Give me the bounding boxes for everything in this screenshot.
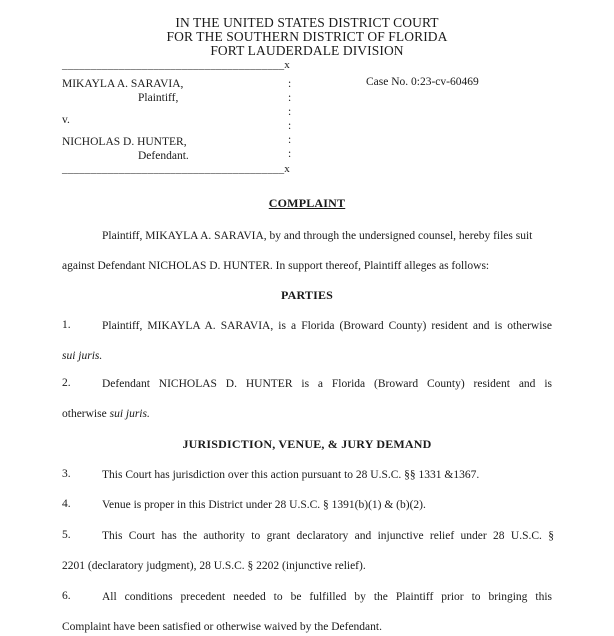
caption-colon: :	[288, 106, 292, 118]
latin-term: sui juris.	[109, 408, 150, 420]
document-title: COMPLAINT	[268, 196, 346, 210]
court-name-line-1: IN THE UNITED STATES DISTRICT COURT	[175, 15, 439, 30]
versus: v.	[62, 114, 70, 126]
paragraph-1-line-2	[62, 349, 102, 363]
paragraph-number: 5.	[62, 529, 71, 541]
plaintiff-name: MIKAYLA A. SARAVIA,	[62, 78, 184, 90]
paragraph-2-line-1: Defendant NICHOLAS D. HUNTER is a Florida (Broward County) resident and is	[102, 378, 552, 390]
section-heading-parties: PARTIES	[280, 288, 334, 302]
caption-border-top: _______________________________________x	[62, 59, 290, 71]
paragraph-number: 6.	[62, 590, 71, 602]
paragraph-number: 2.	[62, 377, 71, 389]
paragraph-5-line-1: This Court has the authority to grant declaratory and injunctive relief under 28 U.S.C. §	[102, 530, 554, 542]
paragraph-1-line-1: Plaintiff, MIKAYLA A. SARAVIA, is a Florida (Broward County) resident and is otherwise	[102, 320, 552, 332]
case-number: Case No. 0:23-cv-60469	[366, 76, 479, 88]
intro-line-1: Plaintiff, MIKAYLA A. SARAVIA, by and through the undersigned counsel, hereby files suit	[102, 230, 533, 242]
defendant-name: NICHOLAS D. HUNTER,	[62, 136, 187, 148]
paragraph-number: 3.	[62, 468, 71, 480]
caption-colon: :	[288, 78, 292, 90]
section-heading-jurisdiction: JURISDICTION, VENUE, & JURY DEMAND	[182, 437, 432, 451]
plaintiff-role: Plaintiff,	[138, 92, 179, 104]
caption-colon: :	[288, 92, 292, 104]
caption-colon: :	[288, 134, 292, 146]
caption-colon: :	[288, 120, 292, 132]
caption-border-bottom: _______________________________________x	[62, 163, 290, 175]
defendant-role: Defendant.	[138, 150, 189, 162]
latin-term: sui juris.	[62, 350, 103, 362]
paragraph-5-line-2: 2201 (declaratory judgment), 28 U.S.C. § 2202 (injunctive relief).	[62, 560, 366, 572]
caption-colon: :	[288, 148, 292, 160]
paragraph-6-line-1: All conditions precedent needed to be fulfilled by the Plaintiff prior to bringing this	[102, 591, 552, 603]
paragraph-4-line-1: Venue is proper in this District under 28 U.S.C. § 1391(b)(1) & (b)(2).	[102, 499, 426, 511]
paragraph-6-line-2: Complaint have been satisfied or otherwise waived by the Defendant.	[62, 621, 382, 633]
intro-line-2: against Defendant NICHOLAS D. HUNTER. In support thereof, Plaintiff alleges as follows:	[62, 260, 490, 272]
paragraph-3-line-1: This Court has jurisdiction over this action pursuant to 28 U.S.C. §§ 1331 &1367.	[102, 469, 480, 481]
paragraph-number: 1.	[62, 319, 71, 331]
paragraph-number: 4.	[62, 498, 71, 510]
court-division: FORT LAUDERDALE DIVISION	[210, 43, 404, 58]
paragraph-2-line-2	[62, 407, 150, 421]
paragraph-2-text: otherwise	[62, 408, 110, 420]
court-name-line-2: FOR THE SOUTHERN DISTRICT OF FLORIDA	[166, 29, 448, 44]
